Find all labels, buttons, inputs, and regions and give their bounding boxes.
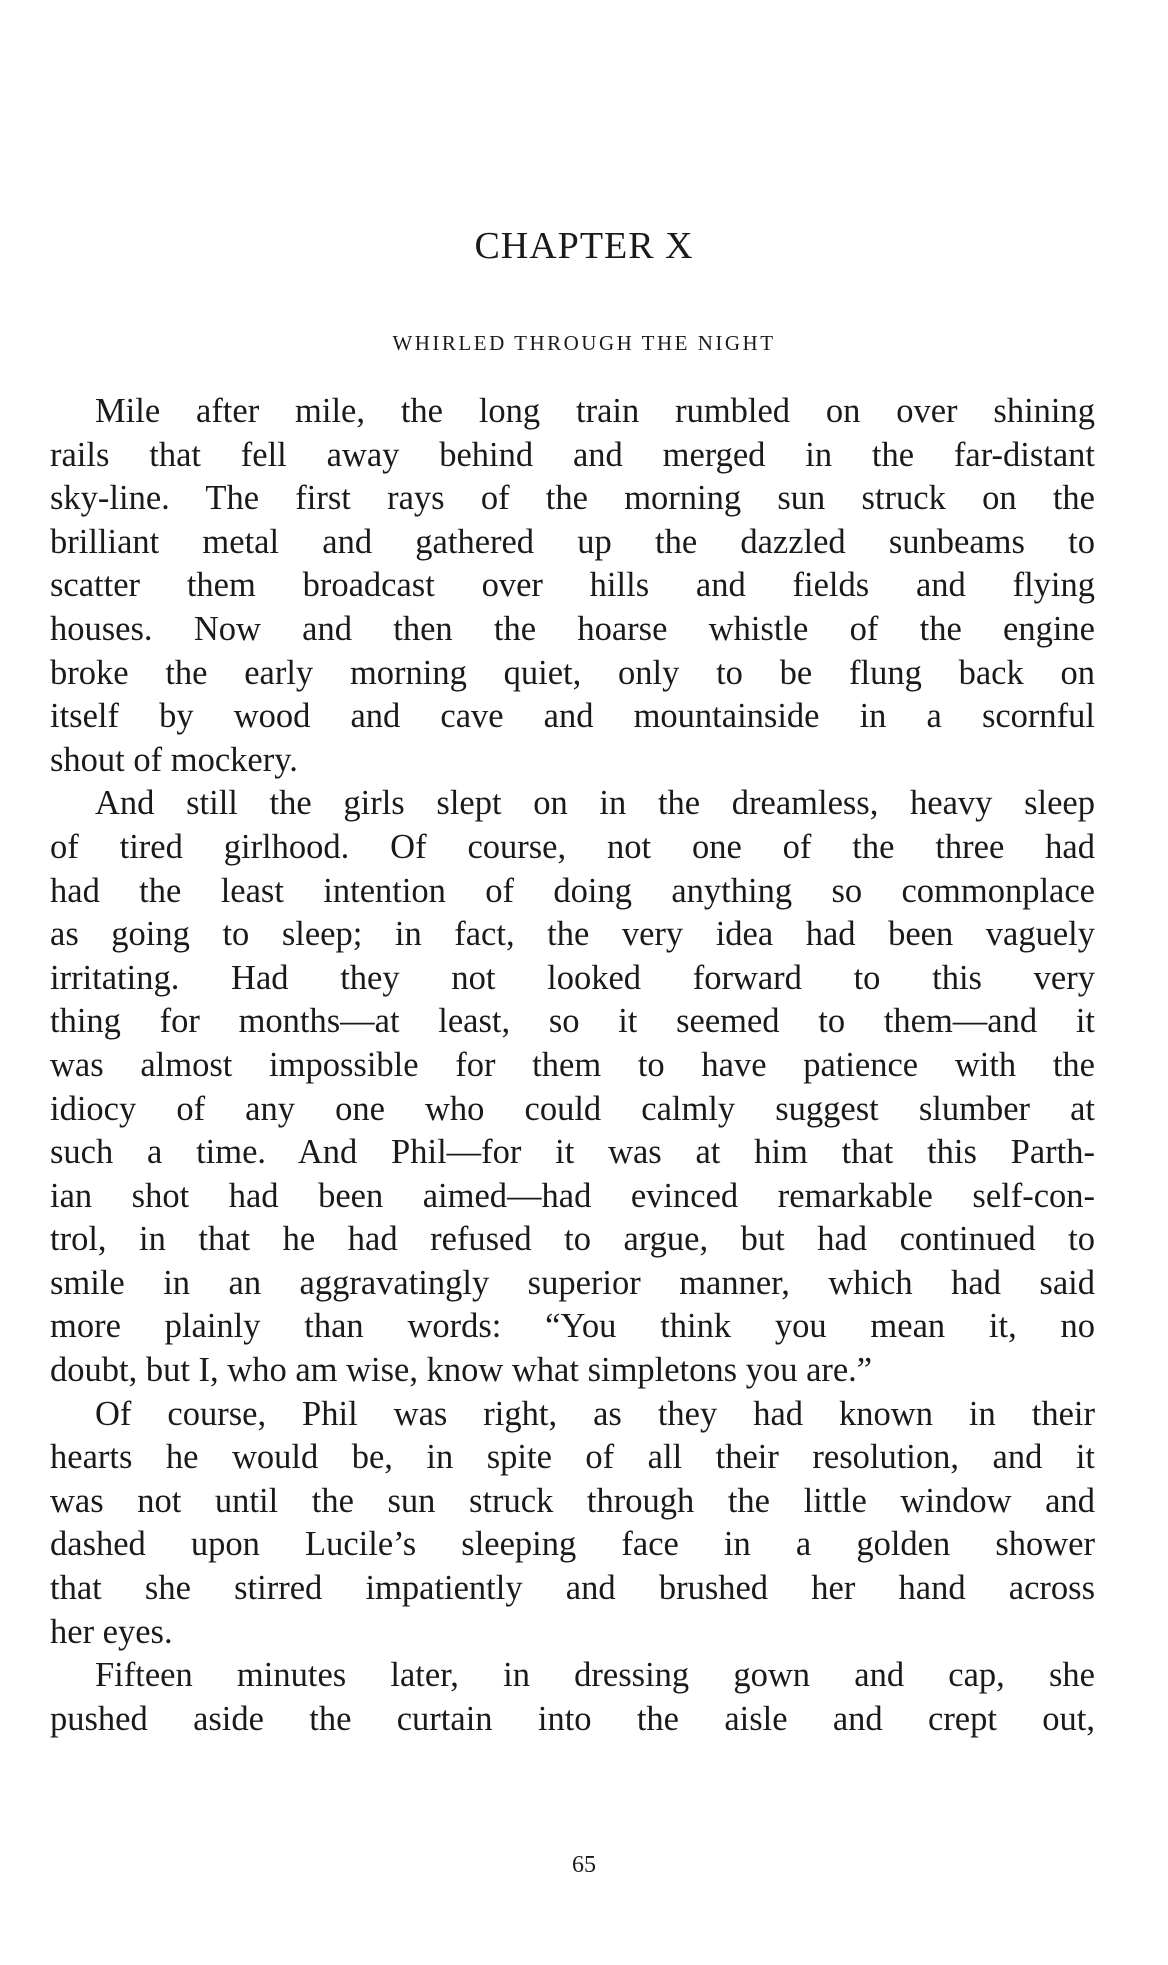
text-line: as going to sleep; in fact, the very idea had been vaguely [50, 915, 1095, 954]
chapter-title: CHAPTER X [474, 225, 694, 267]
text-line: that she stirred impatiently and brushed her hand across [50, 1569, 1095, 1608]
text-line: itself by wood and cave and mountainside in a scornful [50, 697, 1095, 736]
text-line: more plainly than words: “You think you mean it, no [50, 1307, 1095, 1346]
text-line: scatter them broadcast over hills and fields and flying [50, 566, 1095, 605]
text-line: was almost impossible for them to have patience with the [50, 1045, 1095, 1084]
text-line: of tired girlhood. Of course, not one of the three had [50, 827, 1095, 866]
text-line: ian shot had been aimed—had evinced remarkable self-con- [50, 1176, 1095, 1215]
body-text [50, 390, 1095, 1741]
text-line: had the least intention of doing anything so commonplace [50, 871, 1095, 910]
text-line: shout of mockery. [50, 740, 298, 779]
chapter-subtitle: WHIRLED THROUGH THE NIGHT [392, 331, 776, 355]
text-line: Of course, Phil was right, as they had known in their [95, 1394, 1095, 1433]
text-line: irritating. Had they not looked forward to this very [50, 958, 1095, 997]
text-line: And still the girls slept on in the dreamless, heavy sleep [95, 784, 1095, 823]
text-line: broke the early morning quiet, only to be flung back on [50, 653, 1095, 692]
text-line: hearts he would be, in spite of all their resolution, and it [50, 1438, 1095, 1477]
text-line: houses. Now and then the hoarse whistle of the engine [50, 609, 1095, 648]
text-line: sky-line. The first rays of the morning sun struck on the [50, 479, 1095, 518]
text-line: Mile after mile, the long train rumbled on over shining [95, 392, 1095, 430]
text-line: trol, in that he had refused to argue, but had continued to [50, 1220, 1095, 1259]
text-line: such a time. And Phil—for it was at him that this Parth- [50, 1133, 1095, 1172]
text-line: thing for months—at least, so it seemed to them—and it [50, 1002, 1095, 1041]
text-line: Fifteen minutes later, in dressing gown and cap, she [95, 1656, 1095, 1695]
text-line: pushed aside the curtain into the aisle and crept out, [50, 1699, 1095, 1738]
text-line: rails that fell away behind and merged in the far-distant [50, 435, 1095, 474]
text-line: dashed upon Lucile’s sleeping face in a golden shower [50, 1525, 1095, 1564]
text-line: doubt, but I, who am wise, know what simpletons you are.” [50, 1351, 873, 1390]
text-line: idiocy of any one who could calmly suggest slumber at [50, 1089, 1095, 1128]
text-line: brilliant metal and gathered up the dazzled sunbeams to [50, 522, 1095, 561]
text-line: smile in an aggravatingly superior manner, which had said [50, 1263, 1095, 1302]
page-number: 65 [572, 1852, 596, 1878]
text-line: her eyes. [50, 1612, 173, 1651]
text-line: was not until the sun struck through the little window and [50, 1481, 1095, 1520]
